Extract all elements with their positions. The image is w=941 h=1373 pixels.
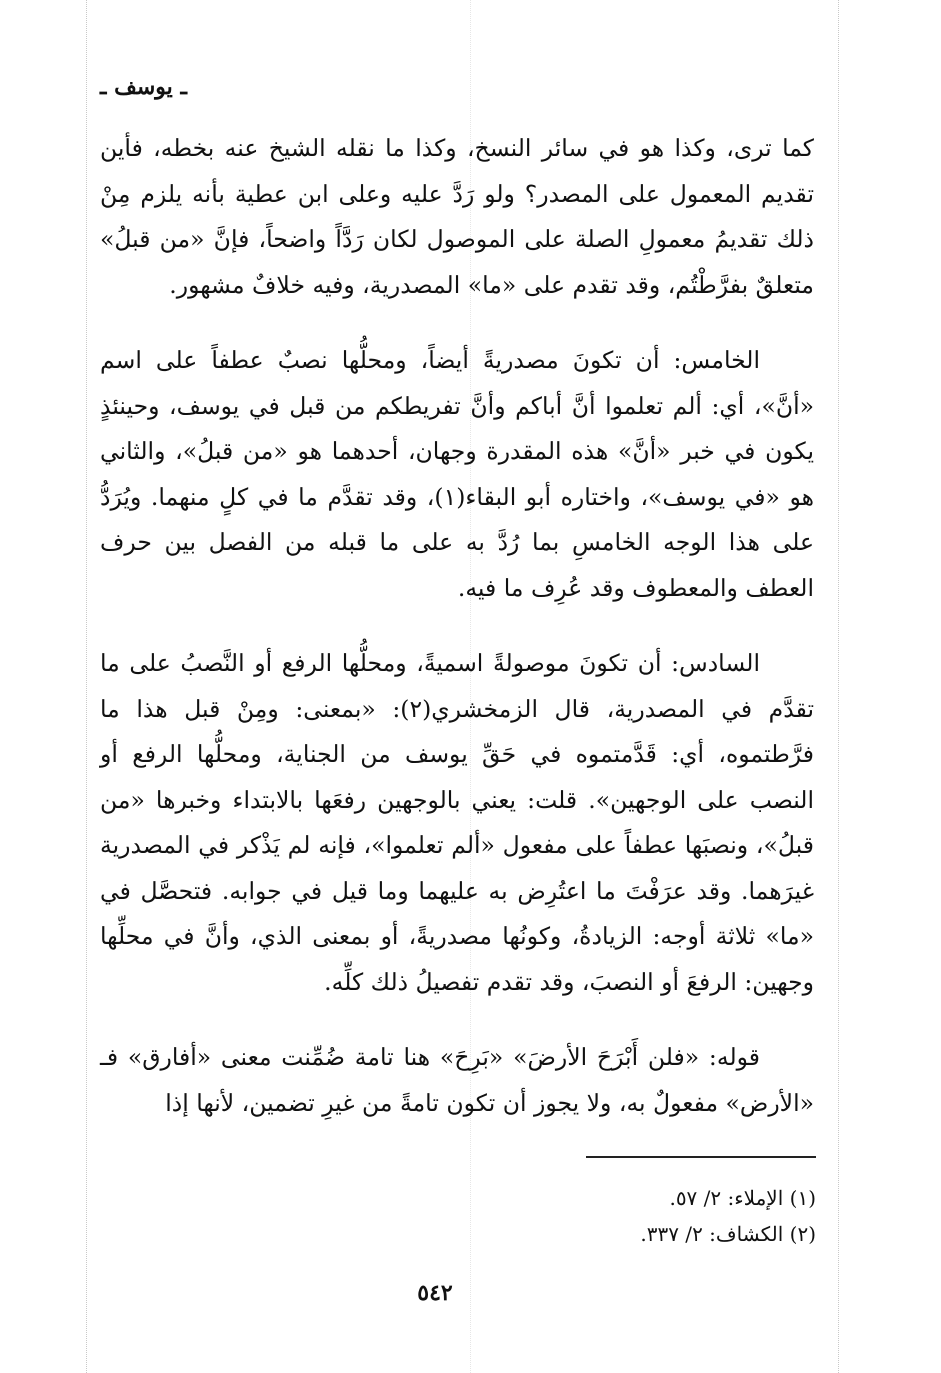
- margin-guide-left: [86, 0, 87, 1373]
- running-header: ـ يوسف ـ: [100, 74, 187, 100]
- footnote: (١) الإملاء: ٢/ ٥٧.: [669, 1186, 816, 1210]
- paragraph: كما ترى، وكذا هو في سائر النسخ، وكذا ما نقله الشيخ عنه بخطه، فأين تقديم المعمول على المصدر؟ ولو رَدَّ عليه وعلى ابن عطية بأنه يلزم مِنْ ذلك تقديمُ معمولِ الصلة على الموصول لكان رَدَّاً واضحاً، فإنَّ «من قبلُ» متعلقٌ بفرَّطْتُم، وقد تقدم على «ما» المصدرية، وفيه خلافٌ مشهور.: [100, 134, 814, 299]
- footnotes: [640, 1180, 816, 1252]
- page-number: ٥٤٢: [417, 1280, 453, 1306]
- margin-guide-right: [838, 0, 839, 1373]
- main-text: [100, 126, 814, 1156]
- paragraph: قوله: «فلن أَبْرَحَ الأرضَ» «بَرِحَ» هنا تامة ضُمِّنت معنى «أفارق» فـ «الأرض» مفعولٌ به، ولا يجوز أن تكون تامةً من غيرِ تضمين، لأنها إذا: [100, 1043, 814, 1117]
- paragraph: السادس: أن تكونَ موصولةً اسميةً، ومحلُّها الرفع أو النَّصبُ على ما تقدَّم في المصدرية، قال الزمخشري(٢): «بمعنى: ومِنْ قبل هذا ما فرَّطتموه، أي: قَدَّمتموه في حَقِّ يوسف من الجناية، ومحلُّها الرفع أو النصب على الوجهين». قلت: يعني بالوجهين رفعَها بالابتداء وخبرها «من قبلُ»، ونصبَها عطفاً على مفعول «ألم تعلموا»، فإنه لم يَذْكر في المصدرية غيرَهما. وقد عرَفْتَ ما اعتُرِض به عليهما وما قيل في جوابه. فتحصَّل في «ما» ثلاثة أوجه: الزيادةُ، وكونُها مصدريةً، أو بمعنى الذي، وأنَّ في محلِّها وجهين: الرفعَ أو النصبَ، وقد تقدم تفصيلُ ذلك كلِّه.: [100, 649, 814, 996]
- footnote-separator: [586, 1156, 816, 1158]
- paragraph: الخامس: أن تكونَ مصدريةً أيضاً، ومحلُّها نصبٌ عطفاً على اسم «أنَّ»، أي: ألم تعلموا أنَّ أباكم وأنَّ تفريطكم من قبل في يوسف، وحينئذٍ يكون في خبر «أنَّ» هذه المقدرة وجهان، أحدهما هو «من قبلُ»، والثاني هو «في يوسف»، واختاره أبو البقاء(١)، وقد تقدَّم ما في كلٍ منهما. ويُرَدُّ على هذا الوجه الخامسِ بما رُدَّ به على ما قبله من الفصل بين حرف العطف والمعطوف وقد عُرِف ما فيه.: [100, 346, 814, 602]
- footnote: (٢) الكشاف: ٢/ ٣٣٧.: [640, 1222, 816, 1246]
